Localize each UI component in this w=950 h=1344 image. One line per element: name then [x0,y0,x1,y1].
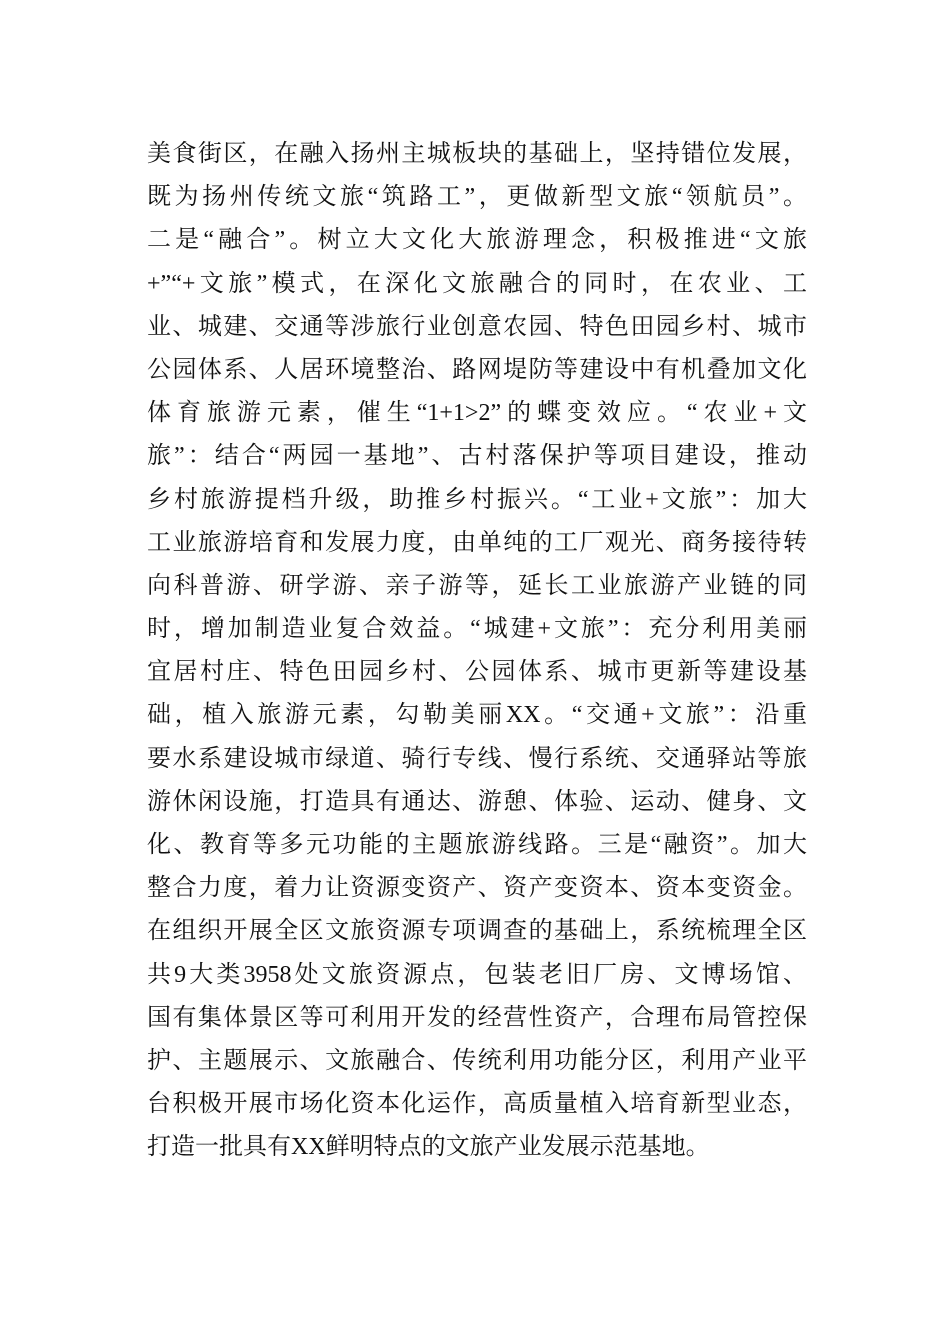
text-line: 宜居村庄、特色田园乡村、公园体系、城市更新等建设基 [147,659,807,686]
text-line: 游休闲设施，打造具有通达、游憩、体验、运动、健身、文 [147,788,807,815]
text-line: 护、主题展示、文旅融合、传统利用功能分区，利用产业平 [147,1047,807,1074]
text-line: 公园体系、人居环境整治、路网堤防等建设中有机叠加文化 [147,356,807,383]
text-line: 共9大类3958处文旅资源点，包装老旧厂房、文博场馆、 [147,961,807,988]
text-line: 既为扬州传统文旅“筑路工”，更做新型文旅“领航员”。 [147,184,807,211]
text-line: 化、教育等多元功能的主题旅游线路。三是“融资”。加大 [147,832,807,858]
text-line: 台积极开展市场化资本化运作，高质量植入培育新型业态， [147,1091,807,1118]
text-line: 业、城建、交通等涉旅行业创意农园、特色田园乡村、城市 [147,313,807,340]
text-line: +”“+文旅”模式，在深化文旅融合的同时，在农业、工 [147,270,807,297]
text-line: 美食街区，在融入扬州主城板块的基础上，坚持错位发展， [147,141,807,167]
text-line: 工业旅游培育和发展力度，由单纯的工厂观光、商务接待转 [147,529,807,556]
text-line: 整合力度，着力让资源变资产、资产变资本、资本变资金。 [147,875,807,902]
text-line: 乡村旅游提档升级，助推乡村振兴。“工业+文旅”：加大 [147,486,807,513]
document-body [147,133,807,1170]
text-line: 国有集体景区等可利用开发的经营性资产，合理布局管控保 [147,1004,807,1031]
text-line: 二是“融合”。树立大文化大旅游理念，积极推进“文旅 [147,227,807,254]
text-line: 打造一批具有XX鲜明特点的文旅产业发展示范基地。 [147,1134,710,1161]
text-line: 旅”：结合“两园一基地”、古村落保护等项目建设，推动 [147,443,807,470]
text-line: 在组织开展全区文旅资源专项调查的基础上，系统梳理全区 [147,918,807,945]
text-line: 要水系建设城市绿道、骑行专线、慢行系统、交通驿站等旅 [147,745,807,772]
text-line: 体育旅游元素，催生“1+1>2”的蝶变效应。“农业+文 [147,400,807,427]
text-line: 时，增加制造业复合效益。“城建+文旅”：充分利用美丽 [147,616,807,643]
text-line: 向科普游、研学游、亲子游等，延长工业旅游产业链的同 [147,572,807,599]
text-line: 础，植入旅游元素，勾勒美丽XX。“交通+文旅”：沿重 [147,702,807,729]
